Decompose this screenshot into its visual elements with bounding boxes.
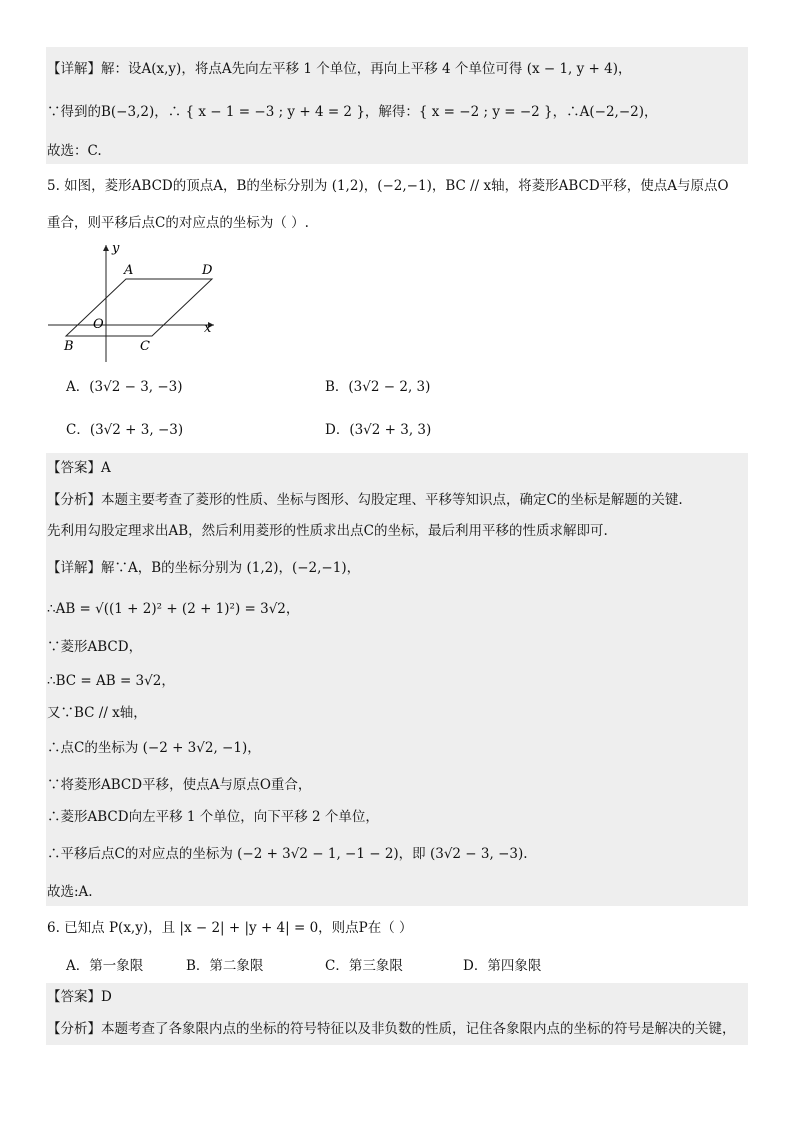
point-c-label: C bbox=[140, 339, 150, 354]
q5-detail-7: ∵将菱形ABCD平移，使点A与原点O重合， bbox=[47, 777, 312, 793]
q6-stem: 6. 已知点 P(x,y)，且 |x − 2| + |y + 4| = 0，则点P在（ ） bbox=[47, 920, 413, 936]
q5-option-c[interactable]: C．(3√2 + 3, −3) bbox=[66, 422, 184, 438]
point-a-label: A bbox=[124, 263, 134, 278]
q6-option-c[interactable]: C．第三象限 bbox=[325, 958, 403, 974]
y-axis-label: y bbox=[112, 241, 120, 256]
q5-detail-9: ∴平移后点C的对应点的坐标为 (−2 + 3√2 − 1, −1 − 2)，即 (3√2 − 3, −3). bbox=[47, 846, 528, 862]
point-b-label: B bbox=[64, 339, 74, 354]
origin-label: O bbox=[93, 317, 104, 332]
q6-answer: 【答案】D bbox=[47, 989, 112, 1005]
q5-stem-line-2: 重合，则平移后点C的对应点的坐标为（ ）. bbox=[47, 215, 309, 231]
q5-detail-1: 【详解】解∵A，B的坐标分别为 (1,2)，(−2,−1)， bbox=[47, 560, 361, 576]
q4-detail-line-2: ∵得到的B(−3,2)，∴ { x − 1 = −3 ; y + 4 = 2 }，解得：{ x = −2 ; y = −2 }，∴A(−2,−2)， bbox=[47, 104, 658, 120]
q5-detail-4: ∴BC = AB = 3√2， bbox=[47, 673, 175, 689]
q5-detail-5: 又∵BC // x轴， bbox=[47, 705, 147, 721]
q5-answer: 【答案】A bbox=[47, 460, 111, 476]
point-d-label: D bbox=[202, 263, 213, 278]
rhombus-figure bbox=[44, 240, 234, 370]
q5-option-a[interactable]: A．(3√2 − 3, −3) bbox=[66, 379, 183, 395]
q5-detail-2: ∴AB = √((1 + 2)² + (2 + 1)²) = 3√2， bbox=[47, 601, 300, 617]
q6-option-b[interactable]: B．第二象限 bbox=[186, 958, 264, 974]
q4-detail-line-3: 故选：C. bbox=[47, 143, 102, 159]
rhombus-abcd bbox=[66, 279, 212, 336]
q5-detail-8: ∴菱形ABCD向左平移 1 个单位，向下平移 2 个单位， bbox=[47, 809, 379, 825]
x-axis-label: x bbox=[204, 321, 212, 336]
q5-analysis-2: 先利用勾股定理求出AB，然后利用菱形的性质求出点C的坐标，最后利用平移的性质求解即可. bbox=[47, 523, 608, 539]
q5-detail-10: 故选:A. bbox=[47, 884, 93, 900]
q5-detail-6: ∴点C的坐标为 (−2 + 3√2, −1)， bbox=[47, 740, 261, 756]
q5-analysis-1: 【分析】本题主要考查了菱形的性质、坐标与图形、勾股定理、平移等知识点，确定C的坐标是解题的关键. bbox=[47, 492, 683, 508]
q5-option-b[interactable]: B．(3√2 − 2, 3) bbox=[325, 379, 431, 395]
q4-detail-line-1: 【详解】解：设A(x,y)，将点A先向左平移 1 个单位，再向上平移 4 个单位可得 (x − 1, y + 4)， bbox=[47, 61, 632, 77]
q5-stem-line-1: 5. 如图，菱形ABCD的顶点A，B的坐标分别为 (1,2)，(−2,−1)，BC // x轴，将菱形ABCD平移，使点A与原点O bbox=[47, 178, 729, 194]
q5-detail-3: ∵菱形ABCD， bbox=[47, 639, 143, 655]
q6-option-a[interactable]: A．第一象限 bbox=[66, 958, 144, 974]
q5-option-d[interactable]: D．(3√2 + 3, 3) bbox=[325, 422, 432, 438]
q6-analysis: 【分析】本题考查了各象限内点的坐标的符号特征以及非负数的性质，记住各象限内点的坐标的符号是解决的关键， bbox=[47, 1021, 736, 1037]
q6-option-d[interactable]: D．第四象限 bbox=[463, 958, 542, 974]
